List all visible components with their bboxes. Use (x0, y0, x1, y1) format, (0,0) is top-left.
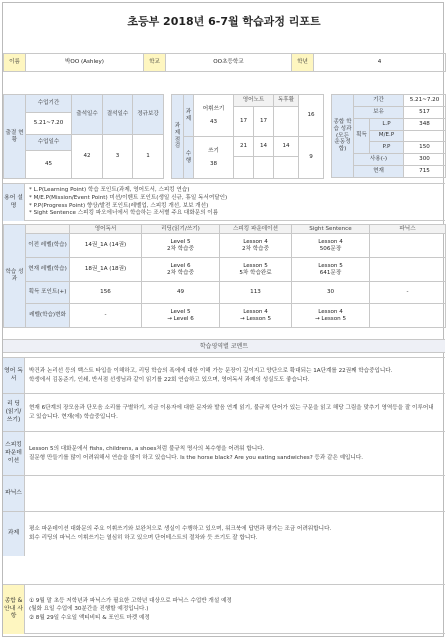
progress-cell: Lesson 4 → Lesson 5 (292, 304, 370, 328)
comment-label: 영어 독서 (3, 358, 25, 394)
progress-cell (370, 234, 446, 258)
period-label: 수업기간 (26, 95, 72, 113)
makeup-value: 1 (133, 135, 164, 179)
progress-cell (370, 304, 446, 328)
test-cell (194, 137, 234, 179)
glossary-label: 용어 설명 (3, 184, 25, 221)
mep-value (404, 130, 446, 142)
period-value: 5.21~7.20 (26, 113, 72, 135)
comment-notice (3, 584, 445, 634)
now-label: 현재 (354, 166, 404, 178)
test-value: 38 (209, 160, 218, 167)
comment-text (29, 476, 439, 512)
vocab-value: 43 (209, 118, 218, 125)
comment-phonics (3, 475, 445, 511)
glossary-line: * P.P(Progress Point) 향상/발전 포인트(레벨업, 스피킹 개선, 보보 개선) (29, 202, 209, 209)
vocab-cell (194, 95, 234, 137)
classes-value: 45 (26, 151, 72, 179)
homework-row1-label: 과제 (184, 95, 194, 137)
progress-row-label: 현재 레벨(학습) (26, 258, 70, 282)
progress-cell: Level 6 2차 학습중 (142, 258, 220, 282)
use-label: 사용(-) (354, 154, 404, 166)
glossary-section (3, 183, 445, 221)
progress-cell: - (370, 282, 446, 304)
homework-row2-label: 수행 (184, 137, 194, 179)
comment-text: ① 9월 말 초등 저학년과 파닉스가 필요한 고학년 대상으로 파닉스 수업반 개설 예정 (월화 요일 수업에 30분간을 진행할 예정입니다.) ② 8월 29일 수요일 액티비티 & 포인트 마켓 예정 (29, 597, 232, 621)
pp-value: 150 (404, 142, 446, 154)
vocab-a: 17 (234, 107, 254, 137)
progress-cell: Level 5 2차 학습중 (142, 234, 220, 258)
comment-text: 박건과 논리선 등의 백스트 타입을 이해하고, 리딩 학습의 폭에에 대한 이해 가능 문장이 깊이지고 양단으로 확대되는 1A단계를 22권째 학습중입니다. 학생에서 김동준기, 인쇄, 반서점 선생님과 같이 읽기를 22회 연습하고 있으며, 영어독서 과제의 성실도도 좋습니다. (29, 368, 393, 383)
read-header: 독후활 (274, 95, 299, 107)
progress-cell: Level 5 → Level 6 (142, 304, 220, 328)
comment-reading (3, 357, 445, 393)
progress-row-label: 레벨(학습)변화 (26, 304, 70, 328)
progress-label: 학습 성과 (4, 225, 26, 328)
progress-header: 리딩(읽기/쓰기) (142, 225, 220, 234)
progress-cell: 18권_1A (18권) (70, 258, 142, 282)
test-a: 21 (234, 137, 254, 157)
progress-cell: 156 (70, 282, 142, 304)
progress-cell: Lesson 5 5차 학습완료 (220, 258, 292, 282)
attended-label: 출석일수 (72, 95, 103, 135)
comment-label: 스피킹 파운데 이션 (3, 432, 25, 476)
report-page (2, 2, 444, 637)
hold-value: 517 (404, 106, 446, 118)
lp-value: 348 (404, 118, 446, 130)
progress-header: Sight Sentence (292, 225, 370, 234)
test-d: 9 (299, 137, 324, 179)
eng-note-header: 영어노트 (234, 95, 274, 107)
name-label: 이름 (4, 54, 26, 72)
comment-writing (3, 393, 445, 431)
progress-header: 스피킹 파운데이션 (220, 225, 292, 234)
progress-cell: Lesson 4 506문장 (292, 234, 370, 258)
use-value: 300 (404, 154, 446, 166)
grade-value: 4 (314, 54, 446, 72)
comment-text: 평소 파운데이션 대화문의 주요 이휘쓰기와 보완처으로 생실이 수행하고 있으며, 워크북에 답변과 평가는 조금 어려워합니다. 회수 리딩의 파닉스 이휘쓰기는 열심히 하고 있으며 단어테스트의 절차와 듯 쓰기도 잘 합니다. (29, 526, 332, 541)
school-value: OO초등학교 (166, 54, 292, 72)
progress-cell: 113 (220, 282, 292, 304)
now-value: 715 (404, 166, 446, 178)
name-value: 박OO (Ashley) (26, 54, 144, 72)
progress-table (3, 224, 446, 328)
progress-cell: 30 (292, 282, 370, 304)
progress-cell (370, 258, 446, 282)
homework-label: 과제 점검 (172, 95, 184, 179)
vocab-c: 16 (299, 95, 324, 137)
summary-label: 종합 학습 성과 (모든 운동정 합) (332, 95, 354, 178)
comment-text: 현재 6단계의 장모음과 단모음 소리를 구별하기, 지금 이용자에 대한 문자와 발음 연계 읽기, 불규칙 단어가 있는 구문을 읽고 해당 그림을 맞추기 영역등을 잘 이루어내고 있습니다. 현재(에) 학습중입니다. (29, 405, 434, 420)
attendance-table (3, 94, 164, 179)
glossary-line: * M/E.P(Mission/Event Point) 미션/이벤트 포인트(생일 신규, 휴일 독서여달인) (29, 194, 228, 201)
progress-cell: Lesson 4 → Lesson 5 (220, 304, 292, 328)
progress-header: 영어독서 (70, 225, 142, 234)
mep-label: M/E.P (370, 130, 404, 142)
attendance-label: 출결 현황 (4, 95, 26, 179)
progress-cell: 14권_1A (14권) (70, 234, 142, 258)
progress-cell: Lesson 5 641문장 (292, 258, 370, 282)
progress-row-label: 이전 레벨(학습) (26, 234, 70, 258)
test-b: 14 (254, 137, 274, 157)
comment-text: Lesson 5의 대화문에서 fishs, childrens, a shoes처럼 불규칙 명사의 복수형을 어려워 합니다. 질문형 만들기를 많이 어려워해서 연습을 많이 하고 있습니다. Is the horse black? Are you eating sandwiches? 등과 같은 예입니다. (29, 446, 364, 461)
school-label: 학교 (144, 54, 166, 72)
test-c: 14 (274, 137, 299, 157)
test-label: 쓰기 (208, 147, 219, 154)
makeup-label: 정규보강 (133, 95, 164, 135)
progress-header: 파닉스 (370, 225, 446, 234)
progress-cell: Lesson 4 2차 학습중 (220, 234, 292, 258)
glossary-line: * Sight Sentence 스피킹 파오에너에서 학습하는 조서별 주요 대화문의 이름 (29, 210, 219, 217)
progress-cell: 49 (142, 282, 220, 304)
absent-label: 결석일수 (103, 95, 133, 135)
comment-label: 리 딩 (읽기/ 쓰기) (3, 394, 25, 432)
comment-homework (3, 511, 445, 555)
progress-cell: - (70, 304, 142, 328)
hold-label: 보유 (354, 106, 404, 118)
glossary-lines (29, 185, 439, 220)
summary-table (331, 94, 446, 178)
absent-value: 3 (103, 135, 133, 179)
homework-table (171, 94, 324, 179)
student-info-table (3, 53, 446, 72)
classes-label: 수업일수 (26, 135, 72, 151)
comment-band: 학습영역별 코멘트 (3, 339, 445, 353)
summary-period-label: 기간 (354, 95, 404, 107)
summary-period-value: 5.21~7.20 (404, 95, 446, 107)
grade-label: 학년 (292, 54, 314, 72)
vocab-label: 어휘쓰기 (202, 105, 225, 112)
comment-label: 종합 & 안내 사 항 (3, 585, 25, 634)
earned-label: 획득 (354, 118, 370, 154)
comment-label: 파닉스 (3, 476, 25, 512)
page-title: 초등부 2018년 6-7월 학습과정 리포트 (127, 15, 321, 28)
comment-label: 과제 (3, 512, 25, 556)
glossary-line: * L.P(Learning Point) 학습 포인트(과제, 영어도서, 스피킹 연습) (29, 186, 190, 193)
comment-speaking (3, 431, 445, 475)
vocab-b: 17 (254, 107, 274, 137)
attended-value: 42 (72, 135, 103, 179)
lp-label: L.P (370, 118, 404, 130)
pp-label: P.P (370, 142, 404, 154)
progress-row-label: 획득 포인트(+) (26, 282, 70, 304)
